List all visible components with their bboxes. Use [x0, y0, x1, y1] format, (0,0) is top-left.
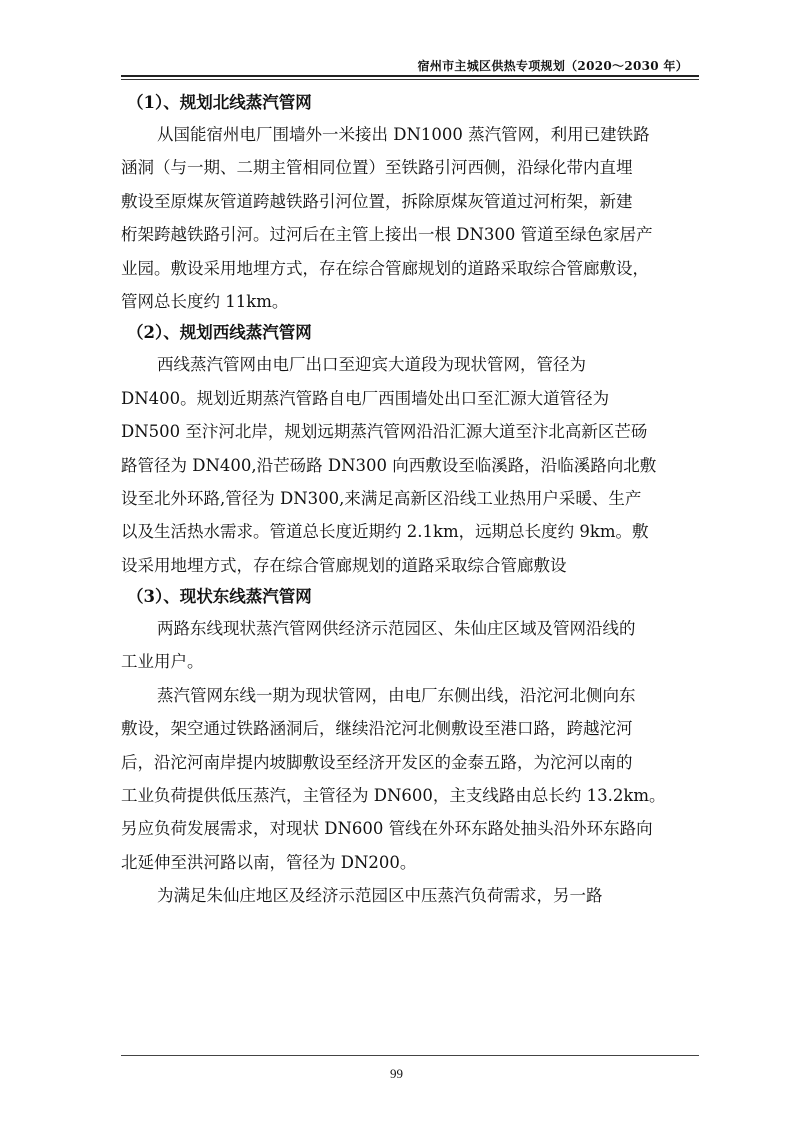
text-line: 从国能宿州电厂围墙外一米接出 DN1000 蒸汽管网，利用已建铁路 — [157, 125, 650, 144]
text-line: 业园。敷设采用地埋方式，存在综合管廊规划的道路采取综合管廊敷设， — [121, 258, 649, 278]
section-heading: （2）、规划西线蒸汽管网 — [127, 323, 312, 343]
text-line: 以及生活热水需求。管道总长度近期约 2.1km，远期总长度约 9km。敷 — [121, 522, 649, 542]
body-content — [121, 88, 699, 913]
text-line: 后，沿沱河南岸提内坡脚敷设至经济开发区的金泰五路，为沱河以南的 — [121, 752, 633, 772]
text-line: 设采用地埋方式，存在综合管廊规划的道路采取综合管廊敷设 — [121, 555, 567, 575]
text-line: DN400。规划近期蒸汽管路自电厂西围墙处出口至汇源大道管径为 — [121, 388, 610, 408]
paragraph — [121, 612, 699, 679]
text-line: 敷设，架空通过铁路涵洞后，继续沿沱河北侧敷设至港口路，跨越沱河 — [121, 719, 633, 739]
text-line: 两路东线现状蒸汽管网供经济示范园区、朱仙庄区域及管网沿线的 — [157, 619, 636, 639]
section-heading: （1）、规划北线蒸汽管网 — [127, 93, 312, 112]
text-line: 路管径为 DN400,沿芒砀路 DN300 向西敷设至临溪路，沿临溪路向北敷 — [121, 455, 657, 475]
paragraph — [121, 118, 699, 318]
text-line: 工业负荷提供低压蒸汽，主管径为 DN600，主支线路由总长约 13.2km。 — [121, 786, 666, 806]
text-line: 敷设至原煤灰管道跨越铁路引河位置，拆除原煤灰管道过河桁架，新建 — [121, 191, 633, 211]
text-line: 北延伸至洪河路以南，管径为 DN200。 — [121, 852, 417, 872]
header-rule-thin — [121, 79, 699, 80]
text-line: 工业用户。 — [121, 652, 204, 672]
running-header: 宿州市主城区供热专项规划（2020～2030 年） — [417, 59, 688, 73]
text-line: 蒸汽管网东线一期为现状管网，由电厂东侧出线，沿沱河北侧向东 — [157, 685, 636, 705]
text-line: 另应负荷发展需求，对现状 DN600 管线在外环东路处抽头沿外环东路向 — [121, 819, 653, 839]
footer-rule — [121, 1055, 699, 1056]
paragraph — [121, 348, 699, 582]
text-line: 涵洞（与一期、二期主管相同位置）至铁路引河西侧，沿绿化带内直埋 — [121, 158, 633, 178]
text-line: 设至北外环路,管径为 DN300,来满足高新区沿线工业热用户采暖、生产 — [121, 488, 642, 508]
text-line: 西线蒸汽管网由电厂出口至迎宾大道段为现状管网，管径为 — [157, 355, 586, 375]
paragraph — [121, 879, 699, 912]
text-line: DN500 至汴河北岸，规划远期蒸汽管网沿沿汇源大道至汴北高新区芒砀 — [121, 422, 648, 442]
text-line: 管网总长度约 11km。 — [121, 291, 289, 311]
page-number: 99 — [390, 1066, 403, 1081]
paragraph — [121, 679, 699, 879]
header-rule-thick — [121, 75, 699, 77]
text-line: 桁架跨越铁路引河。过河后在主管上接出一根 DN300 管道至绿色家居产 — [121, 225, 653, 245]
section-heading: （3）、现状东线蒸汽管网 — [127, 587, 312, 607]
text-line: 为满足朱仙庄地区及经济示范园区中压蒸汽负荷需求，另一路 — [157, 886, 603, 906]
